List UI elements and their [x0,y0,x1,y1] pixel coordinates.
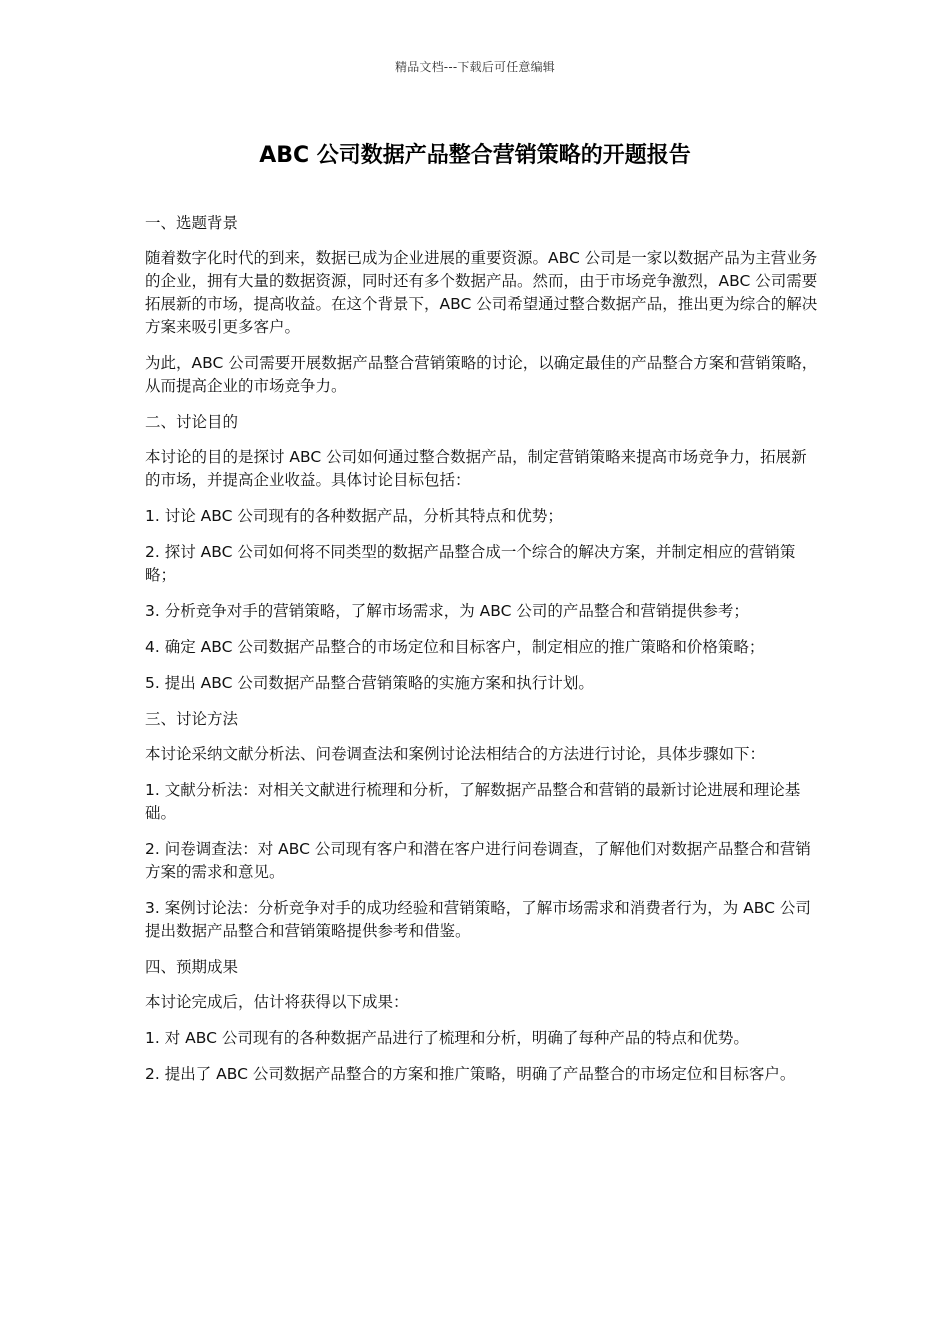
paragraph: 本讨论完成后，估计将获得以下成果： [145,993,409,1011]
document-body [145,212,820,1099]
list-item: 5. 提出 ABC 公司数据产品整合营销策略的实施方案和执行计划。 [145,674,594,692]
section-heading-method: 三、讨论方法 [145,710,239,728]
section-heading-background: 一、选题背景 [145,214,239,232]
document-title: ABC 公司数据产品整合营销策略的开题报告 [259,143,691,168]
paragraph: 为此，ABC 公司需要开展数据产品整合营销策略的讨论，以确定最佳的产品整合方案和营销策略，从而提高企业的市场竞争力。 [145,354,818,395]
paragraph: 本讨论的目的是探讨 ABC 公司如何通过整合数据产品，制定营销策略来提高市场竞争力，拓展新的市场，并提高企业收益。具体讨论目标包括： [145,448,807,489]
paragraph: 随着数字化时代的到来，数据已成为企业进展的重要资源。ABC 公司是一家以数据产品为主营业务的企业，拥有大量的数据资源，同时还有多个数据产品。然而，由于市场竞争激烈，ABC 公司需要拓展新的市场，提高收益。在这个背景下，ABC 公司希望通过整合数据产品，推出更为综合的解决方案来吸引更多客户。 [145,249,818,336]
page-header-note: 精品文档---下载后可任意编辑 [395,60,555,74]
list-item: 2. 探讨 ABC 公司如何将不同类型的数据产品整合成一个综合的解决方案，并制定相应的营销策略； [145,543,796,584]
paragraph: 本讨论采纳文献分析法、问卷调查法和案例讨论法相结合的方法进行讨论，具体步骤如下： [145,745,766,763]
list-item: 2. 问卷调查法：对 ABC 公司现有客户和潜在客户进行问卷调查，了解他们对数据产品整合和营销方案的需求和意见。 [145,840,811,881]
list-item: 1. 文献分析法：对相关文献进行梳理和分析，了解数据产品整合和营销的最新讨论进展和理论基础。 [145,781,801,822]
list-item: 2. 提出了 ABC 公司数据产品整合的方案和推广策略，明确了产品整合的市场定位和目标客户。 [145,1065,796,1083]
list-item: 3. 分析竞争对手的营销策略，了解市场需求，为 ABC 公司的产品整合和营销提供参考； [145,602,749,620]
list-item: 4. 确定 ABC 公司数据产品整合的市场定位和目标客户，制定相应的推广策略和价格策略； [145,638,765,656]
list-item: 3. 案例讨论法：分析竞争对手的成功经验和营销策略，了解市场需求和消费者行为，为 ABC 公司提出数据产品整合和营销策略提供参考和借鉴。 [145,899,811,940]
section-heading-purpose: 二、讨论目的 [145,413,239,431]
list-item: 1. 讨论 ABC 公司现有的各种数据产品，分析其特点和优势； [145,507,563,525]
list-item: 1. 对 ABC 公司现有的各种数据产品进行了梳理和分析，明确了每种产品的特点和优势。 [145,1029,749,1047]
section-heading-outcomes: 四、预期成果 [145,958,239,976]
